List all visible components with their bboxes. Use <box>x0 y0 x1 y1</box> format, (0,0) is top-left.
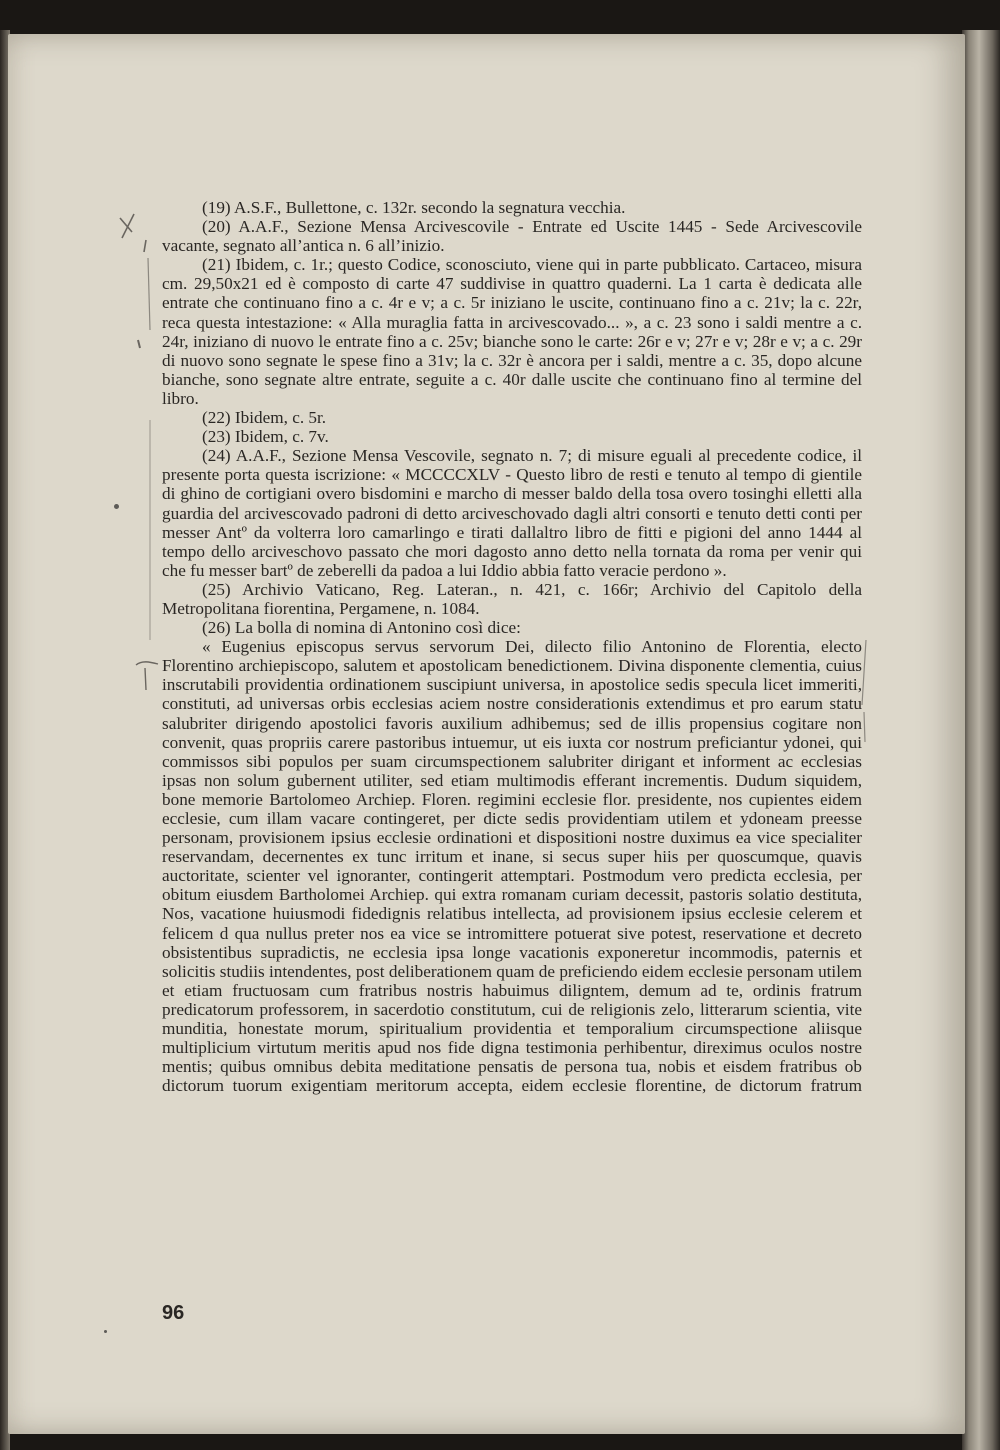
footnote-24: (24) A.A.F., Sezione Mensa Vescovile, segnato n. 7; di misure eguali al precedente codice, il presente porta questa iscrizione: « MCCCCXLV - Questo libro de resti e tenuto al tempo di gientile di ghino de cortigiani overo bisdomini e marcho di messer baldo della tosa overo tosinghi elletti alla guardia del arcivescovado padroni di detto arciveschovado dagli altri consorti e tenuto detti conti per messer Antº da volterra loro camarlingo e tirati dallaltro libro de fitti e pigioni del anno 1444 al tempo dello arciveschovo passato che mori dagosto anno detto nella tornata da roma per venir qui che fu messer bartº de zeberelli da padoa a lui Iddio abbia fatto veracie perdono ». <box>162 446 862 580</box>
footnotes-block <box>162 198 862 1095</box>
footnote-19: (19) A.S.F., Bullettone, c. 132r. secondo la segnatura vecchia. <box>202 198 626 217</box>
footnote-20: (20) A.A.F., Sezione Mensa Arcivescovile - Entrate ed Uscite 1445 - Sede Arcivescovile vacante, segnato all’antica n. 6 all’inizio. <box>162 217 862 256</box>
footnote-23: (23) Ibidem, c. 7v. <box>202 427 329 447</box>
footnote-25: (25) Archivio Vaticano, Reg. Lateran., n. 421, c. 166r; Archivio del Capitolo della Metropolitana fiorentina, Pergamene, n. 1084. <box>162 579 862 618</box>
footnote-21: (21) Ibidem, c. 1r.; questo Codice, sconosciuto, viene qui in parte pubblicato. Cartaceo, misura cm. 29,50x21 ed è composto di carte 47 suddivise in quattro quaderni. La 1 carta è dedicata alle entrate che continuano fino a c. 4r e v; a c. 5r iniziano le uscite, continuano fino a c. 21v; la c. 22r, reca questa intestazione: « Alla muraglia fatta in arcivescovado... », a c. 23 sono i saldi mentre a c. 24r, iniziano di nuovo le entrate fino a c. 25v; bianche sono le carte: 26r e v; 27r e v; 28r e v; a c. 29r di nuovo sono segnate le spese fino a 31v; la c. 32r è ancora per i saldi, mentre a c. 35, dopo alcune bianche, sono segnate altre entrate, seguite a c. 40r dalle uscite che continuano fino al termine del libro. <box>162 255 862 408</box>
page-stack-edge <box>962 30 1000 1450</box>
papal-bull-quote: « Eugenius episcopus servus servorum Dei, dilecto filio Antonino de Florentia, electo Florentino archiepiscopo, salutem et apostolicam benedictionem. Divina disponente clementia, cuius inscrutabili providentia ordinationem suscipiunt universa, in apostolice sedis specula licet immeriti, constituti, ad universas orbis ecclesias aciem nostre considerationis extendimus et pro earum statu salubriter dirigendo apostolici favoris auxilium adhibemus; sed de illis propensius cogitare non convenit, quas propriis carere pastoribus intuemur, ut eis iuxta cor nostrum preficiantur ydonei, qui commissos sibi populos per suam circumspectionem salubriter dirigant et informent ac ecclesias ipsas non solum gubernent utiliter, sed etiam multimodis efferant incrementis. Dudum siquidem, bone memorie Bartolomeo Archiep. Floren. regimini ecclesie flor. presidente, nos cupientes eidem ecclesie, cum illam vacare contingeret, per dicte sedis providentiam utilem et ydoneam preesse personam, provisionem ipsius ecclesie ordinationi et dispositioni nostre duximus ea vice specialiter reservandam, decernentes ex tunc irritum et inane, si secus super hiis per quoscumque, quavis auctoritate, scienter vel ignoranter, contingerit attemptari. Postmodum vero predicta ecclesia, per obitum eiusdem Bartholomei Archiep. qui extra romanam curiam decessit, pastoris solatio destituta, Nos, vacatione huiusmodi fidedignis relatibus intellecta, ad provisionem ipsius ecclesie celerem et felicem d qua nullus preter nos ea vice se intromittere potuerat sive potest, reservatione et decreto obsistentibus supradictis, ne ecclesia ipsa longe vacationis exponeretur incommodis, paternis et solicitis studiis intendentes, post deliberationem quam de preficiendo eidem ecclesie personam utilem et etiam fructuosam cum fratribus nostris habuimus diligntem, demum ad te, ordinis fratrum predicatorum professorem, in sacerdotio constitutum, cui de religionis zelo, litterarum scientia, vite munditia, honestate morum, spiritualium providentia et temporalium circumspectione aliisque multiplicium virtutum meritis apud nos fide digna testimonia perhibentur, direximus oculos nostre mentis; quibus omnibus debita meditatione pensatis de persona tua, nobis et eisdem fratribus ob dictorum tuorum exigentiam meritorum accepta, eidem ecclesie florentine, de dictorum fratrum <box>162 637 862 1096</box>
footnote-26: (26) La bolla di nomina di Antonino così dice: <box>202 618 521 638</box>
footnote-22: (22) Ibidem, c. 5r. <box>202 408 327 428</box>
margin-dot <box>114 504 119 509</box>
page-number: 96 <box>162 1302 185 1324</box>
margin-dot <box>104 1330 107 1333</box>
